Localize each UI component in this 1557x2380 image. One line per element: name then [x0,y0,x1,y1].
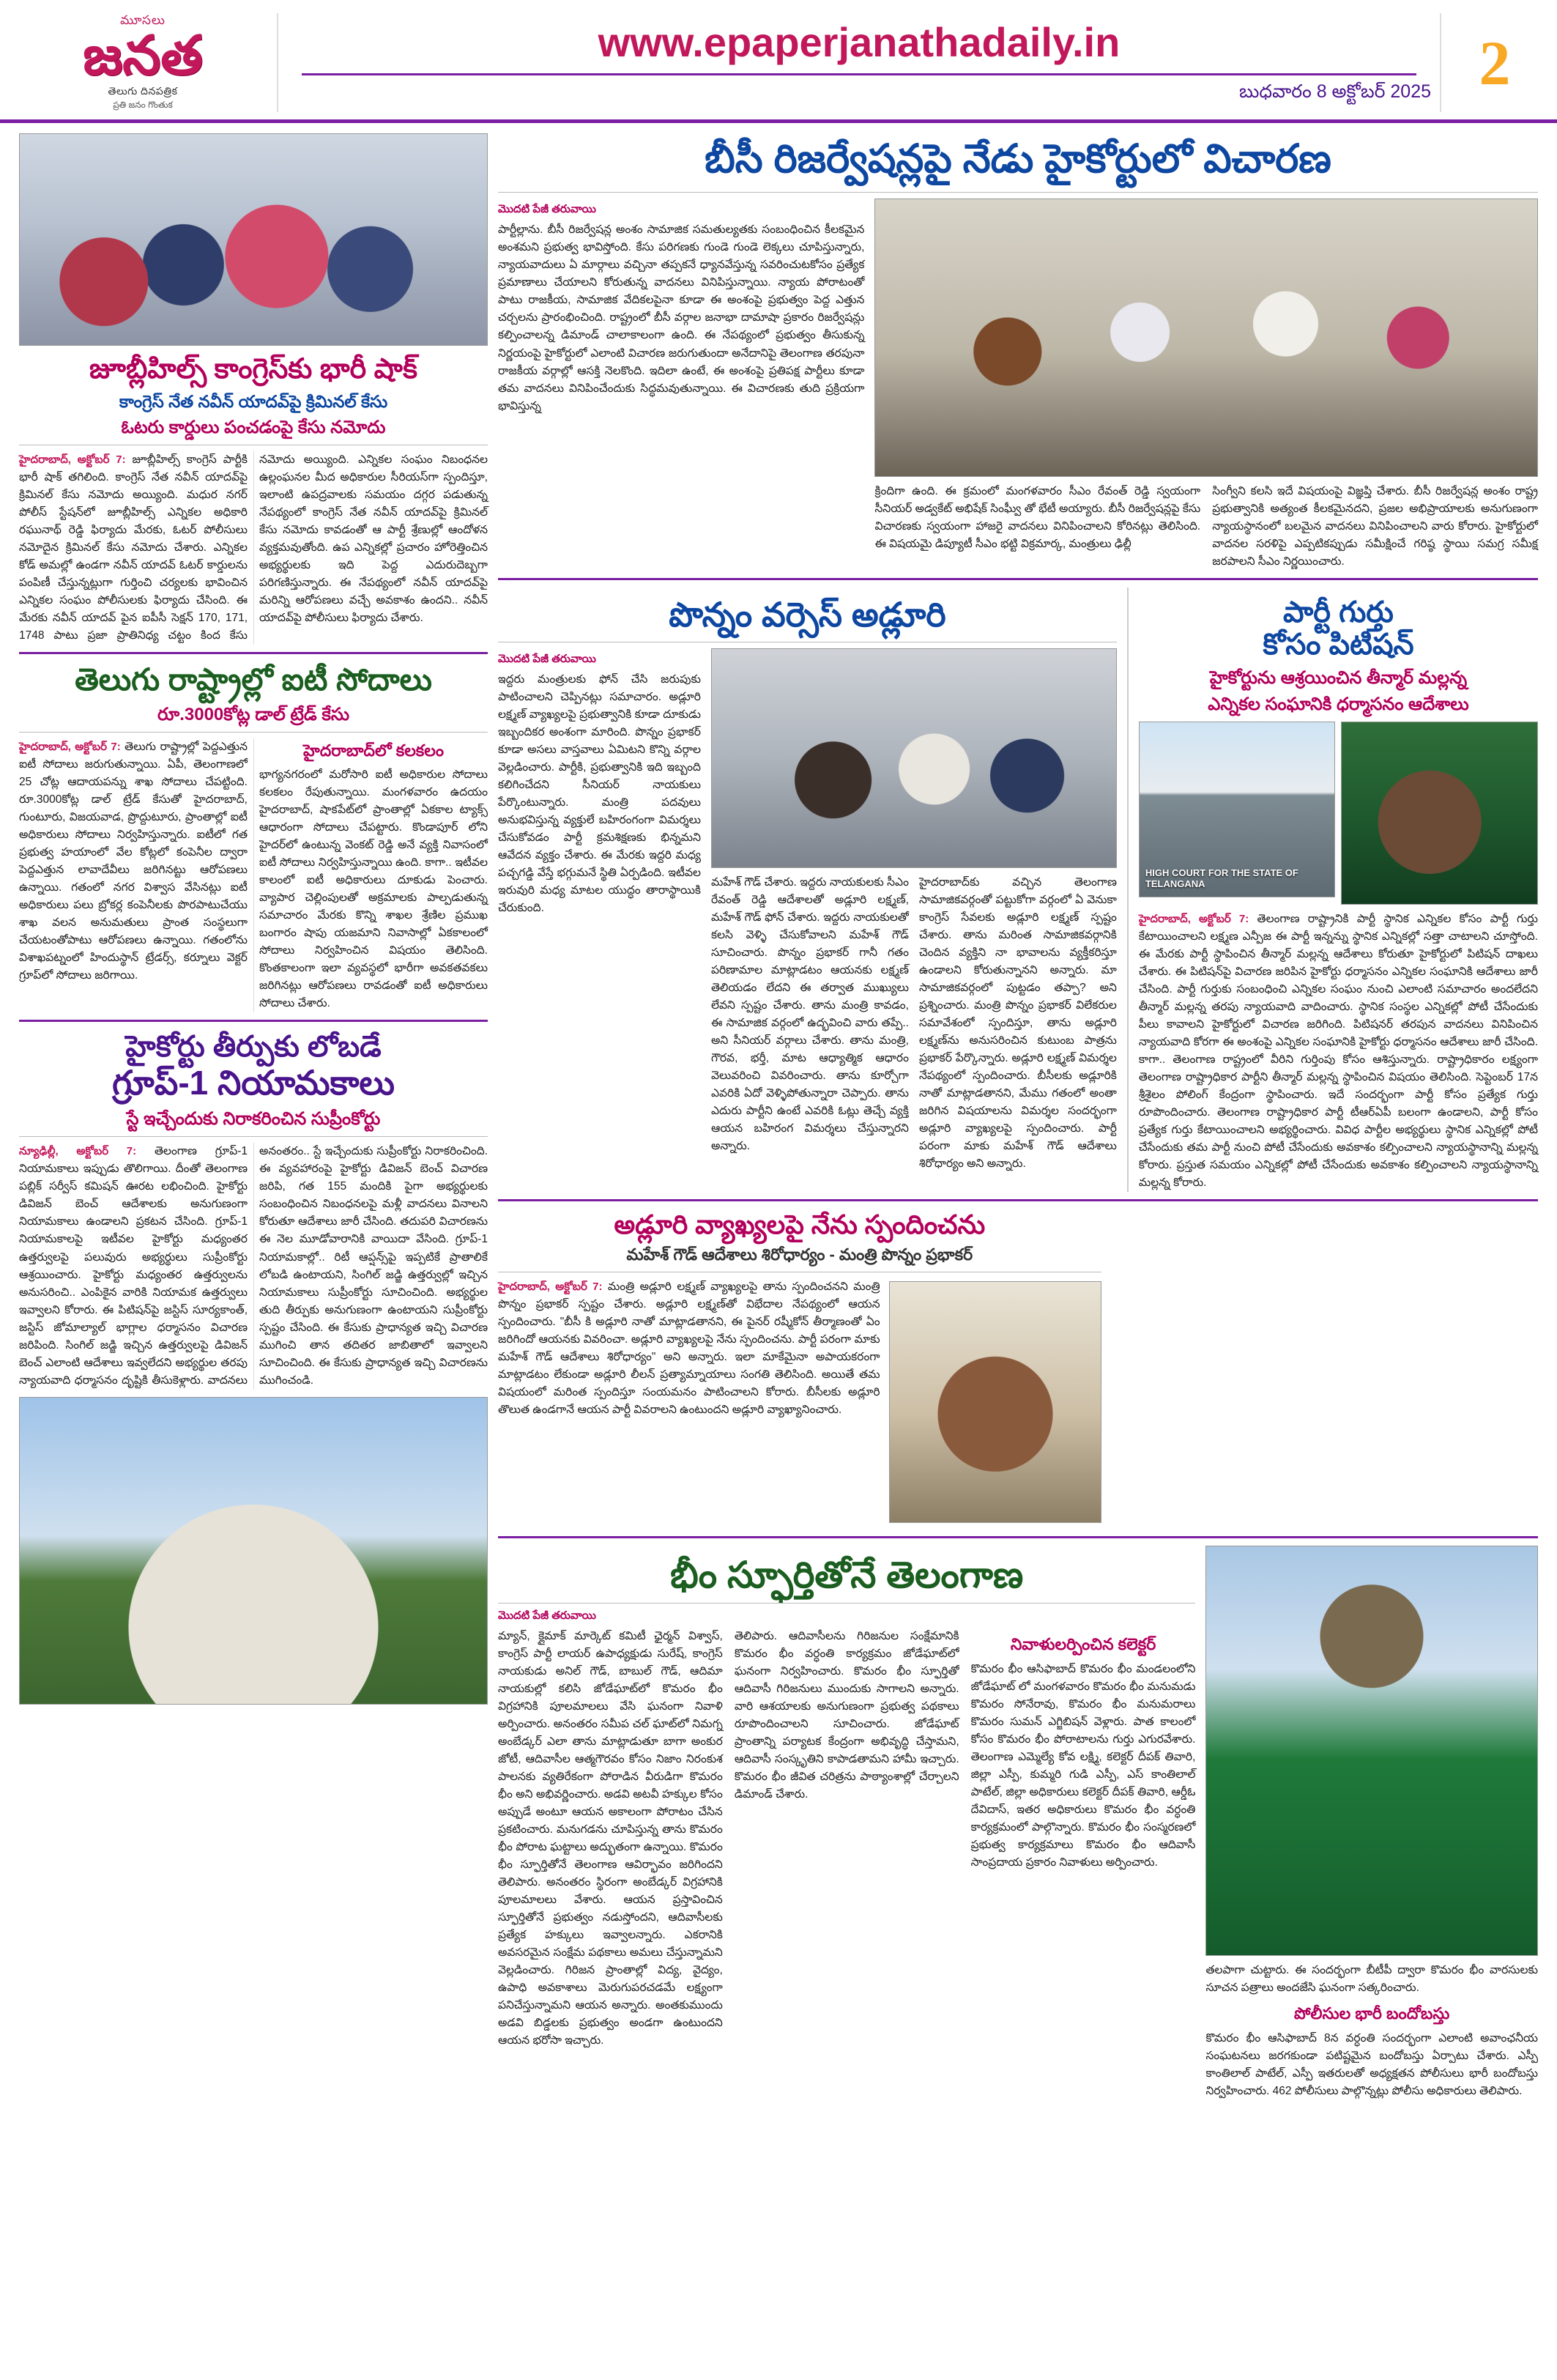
jubilee-dateline: హైదరాబాద్, అక్టోబర్ 7: [19,453,126,466]
photo-cm-meeting [874,199,1538,477]
ponnam-col-3: హైదరాబాద్‌కు వచ్చిన తెలంగాణ సామాజికవర్గంతో పట్టుకోగా వర్గంలో ఏ వెనుకా కాంగ్రెస్ సేవలకు అడ్లూరి లక్ష్మణ్ స్పష్టం చేశారు. తాను మరింత సామాజికవర్గానికి చెందిన వ్యక్తిని నా భావాలను వ్యక్తీకరిస్తూ ఉండాలని కోరుతున్నానని అన్నారు. మా సామాజికవర్గంలో పుట్టడం తప్పా? అని ప్రశ్నించారు. మంత్రి పొన్నం ప్రభాకర్ విలేకరుల సమావేశంలో స్పందిస్తూ, తాను అడ్లూరి లక్ష్మణ్‌ను అనుసరించిన కుటుంబ పాత్రను ప్రభాకర్ పేర్కొన్నారు. అడ్లూరి లక్ష్మణ్ విమర్శల నేపథ్యంలో స్పందించారు. బీసీలకు అడ్లూరికి నాతో మాట్లాడతానని, మేము గతంలో అంతా జరిగిన విషయాలను విమర్శల సందర్భంగా అడ్లూరి వ్యాఖ్యలపై స్పందించారు. పార్టీ పరంగా మాకు మహేశ్ గౌడ్ ఆదేశాలు శిరోధార్యం అని అన్నారు. [918,875,1117,1170]
article-it-raids [19,661,488,1012]
jubilee-headline: జూబ్లీహిల్స్ కాంగ్రెస్‌కు భారీ షాక్ [89,354,417,385]
lead-col-1: పార్టీల్లాను. బీసీ రిజర్వేషన్ల అంశం సామాజిక సమతుల్యతకు సంబంధించిన కీలకమైన అంశమని ప్రభుత్వ భావిస్తోంది. కేసు పరిగణకు గుండె గుండె లెక్కలు చూపిస్తున్నారు, న్యాయవాదులు ఏ మార్గాలు వచ్చినా తప్పకనే ధ్యానవేస్తున్న సవరించుటకోసం ప్రత్యేక ప్రమాణాలు చేయాలని కోరుతున్న వాదనలు వినిపిస్తున్నాయి. న్యాయ పోరాటంతో పాటు రాజకీయ, సామాజిక వేదికలపైనా కూడా ఈ అంశంపై ప్రభుత్వం పెద్ద ఎత్తున చర్చలను ప్రారంభించింది. రాష్ట్రంలో బీసీ వర్గాల జనాభా దామాషా ప్రకారం రిజర్వేషన్లు కల్పించాలన్న డిమాండ్ చాలాకాలంగా ఉంది. ఈ నేపథ్యంలో ప్రభుత్వం తీసుకున్న నిర్ణయంపై హైకోర్టులో ఎలాంటి విచారణ జరుగుతుందా అనేదానిపై తెలంగాణ తరపునా రాజకీయ వర్గాల్లో ఆసక్తి నెలకొంది. ఇదిలా ఉంటే, ఈ అంశంపై ప్రతిపక్ష పార్టీలు కూడా తమ వాదనలు వినిపించేందుకు సిద్ధమవుతున్నాయి. ఈ విచారణకు తుది ప్రక్రియగా భావిస్తున్న [498,223,865,412]
logo-tagline: ప్రతి జనం గొంతుక [113,100,173,111]
page-number-box [1454,13,1535,112]
logo-title: జనత [83,26,203,86]
it-raids-body-text: తెలుగు రాష్ట్రాల్లో పెద్దఎత్తున ఐటీ సోదాలు జరుగుతున్నాయి. ఏపీ, తెలంగాణలో 25 చోట్ల ఆదాయపన్ను శాఖ సోదాలు చేపట్టింది. రూ.3000కోట్ల డాల్ ట్రేడ్ కేసుతో హైదరాబాద్, గుంటూరు, విజయవాడ, ప్రొద్దుటూరు, ప్రాంతాల్లో ఐటీ అధికారులు సోదాలు నిర్వహిస్తున్నారు. ఐటీలో గత ప్రభుత్వ హయాంలో వేల కోట్లలో కంపెనీల ద్వారా పెద్దఎత్తున లావాదేవీలు జరిగినట్టు ఆరోపణలు ఉన్నాయి. గతంలో నగర విశ్వాస వేసినట్లు ఐటీ అధికారులు పలు బ్రోకర్ల కంపెనీలకు పొరపాటుచేయు శాఖ వలన అనుమతులు ప్రాంత సంస్థలుగా చేయటంతోపాటు ఆరోపణలు ఉన్నాయి. గతంలోను విశాఖపట్నంలో హిందుస్థాన్ ట్రేడర్స్, కర్నూలు వెక్టర్ గ్రూప్‌లో సోదాలు జరిగాయి. [19,740,248,982]
photo-ponnam-prabhakar [889,1281,1101,1523]
publication-date: బుధవారం 8 అక్టోబర్ 2025 [1239,81,1431,103]
it-raids-body [19,738,488,1012]
article-party-symbol [1127,587,1538,1192]
it-raids-body-text-2: భాగ్యనగరంలో మరోసారి ఐటీ అధికారుల సోదాలు కలకలం రేపుతున్నాయి. మంగళవారం ఉదయం హైదరాబాద్, షాకపేట్‌లో ప్రాంతాల్లో ఏకకాల ట్యాక్స్ ఆధారంగా సోదాలు చేపట్టారు. కొండాపూర్ లోని హైదర్‌లో ఉంటున్న వెంకట్ రెడ్డి అనే వ్యక్తి నివాసంలో ఐటీ సోదాలు నిర్వహిస్తున్నాయి ఉంది. కాగా.. ఇటీవల కాలంలో ఐటీ అధికారులు దూకుడు పెంచారు. వ్యాపార చెల్లింపులతో అక్రమాలకు పాల్పడుతున్న సమాచారం మేరకు కొన్ని శాఖల శ్రేణిల ప్రముఖ బంగారం షాపు యజమాని నివాసాల్లో ఏకకాలంలో సోదాలు నిర్వహించిన విషయం తెలిసింది. కొంతకాలంగా ఇలా వ్యవస్థలో భారీగా అవకతవకలు జరిగినట్లు ఆరోపణలు రావడంతో ఐటీ అధికారులు సోదాలు చేశారు. [259,768,488,1010]
high-court-photo-caption: HIGH COURT FOR THE STATE OF TELANGANA [1145,867,1298,889]
bheem-col-1: మ్యాన్, క్లైమాక్ మార్కెట్ కమిటీ ఛైర్మన్ విశ్వాస్, కాంగ్రెస్ పార్టీ లాయర్ ఉపాధ్యక్షుడు సురేష్, కాంగ్రెస్ నాయకుడు అనిల్ గౌడ్, బాబుల్ గౌడ్, ఆదిమా నాయకుల్లో కలిసి జోడేఘాట్‌లో కొమరం భీం విగ్రహానికి పూలమాలలు వేసి ఘనంగా నివాళి అర్పించారు. అనంతరం సమీప చల్ ఘాట్‌లో నిమగ్న అంబేడ్కర్ ఎలా తాను మాట్లాడుతూ బాగా అంకుర జోటీ, ఆదివాసీల ఆత్మగౌరవం కోసం నిజాం నిరంకుశ పాలనకు వ్యతిరేకంగా పోరాడిన వీరుడిగా కొమరం భీం అని అభివర్ణించారు. అడవి అటవీ హక్కుల కోసం అప్పుడే అంటూ ఆయన అకాలంగా పోరాటం చేసిన ప్రకటించారు. మనుగడను చూపిస్తున్న తాను కొమరం భీం పోరాట ఘట్టాలు అద్భుతంగా ఉన్నాయి. కొమరం భీం స్ఫూర్తితోనే తెలంగాణ ఆవిర్భావం జరిగిందని తెలిపారు. అనంతరం స్థిరంగా అంబేడ్కర్ విగ్రహానికి పూలమాలలు వేశారు. ఆయన ప్రస్తావించిన స్ఫూర్తితోనే ప్రభుత్వం నడుస్తోందని, ఆదివాసీలకు ప్రత్యేక హక్కులు ఇవ్వాలన్నారు. ఎకరానికి అవసరమైన సంక్షేమ పథకాలు అమలు చేస్తున్నామని వెల్లడించారు. గిరిజన ప్రాంతాల్లో విద్య, వైద్యం, ఉపాధి అవకాశాలు మెరుగుపరచడమే లక్ష్యంగా పనిచేస్తున్నామని ఆయన అన్నారు. అంతకుముందు అడవి బిడ్డలకు ప్రభుత్వం అండగా ఉంటుందని ఆయన భరోసా ఇచ్చారు. [498,1629,723,2047]
group1-headline-line1: హైకోర్టు తీర్పుకు లోబడే [125,1031,382,1064]
divider [19,1020,488,1022]
it-raids-subhead-2: హైదరాబాద్‌లో కలకలం [302,741,445,760]
it-raids-dateline: హైదరాబాద్, అక్టోబర్ 7: [19,740,121,753]
divider [498,192,1538,193]
lead-col-2: క్రిందిగా ఉంది. ఈ క్రమంలో మంగళవారం సీఎం రేవంత్ రెడ్డి స్వయంగా సీనియర్ అడ్వకేట్ అభిషేక్ సింఘ్వీ తో భేటీ అయ్యారు. బీసీ రిజర్వేషన్లపై కేసు విచారణకు స్వయంగా హాజరై వాదనలు వినిపించాలని కోరినట్లు తెలిసింది. ఈ విషయమై డిప్యూటీ సీఎం భట్టి విక్రమార్క, మంత్రులు ఢిల్లీ [874,485,1201,551]
lead-col-3: సింగ్వీని కలసి ఇదే విషయంపై విజ్ఞప్తి చేశారు. బీసీ రిజర్వేషన్ల అంశం రాష్ట్ర ప్రభుత్వానికి అత్యంత కీలకమైనదని, ప్రజల అభిప్రాయాలకు అనుగుణంగా న్యాయస్థానంలో బలమైన వాదనలు వినిపించాలని వారు కోరారు. హైకోర్టులో వాదనల సరళిపై ఎప్పటికప్పుడు సమీక్షించే గరిష్ఠ స్థాయి సమగ్ర సమీక్ష జరపాలని సీఎం నిర్ణయించారు. [1212,485,1538,568]
group1-dateline: న్యూఢిల్లీ, అక్టోబర్ 7: [19,1145,137,1158]
photo-jubilee-crowd [19,133,488,346]
symbol-subhead-2: ఎన్నికల సంఘానికి ధర్మాసనం ఆదేశాలు [1208,694,1469,714]
lead-headline: బీసీ రిజర్వేషన్లపై నేడు హైకోర్టులో విచారణ [705,137,1331,182]
mid-row [498,587,1538,1192]
group1-body [19,1143,488,1389]
divider [19,1136,488,1137]
group1-subhead: స్టే ఇచ్చేందుకు నిరాకరించిన సుప్రీంకోర్టు [126,1109,381,1130]
ponnam-col-2: మహేశ్ గౌడ్ చేశారు. ఇద్దరు నాయకులకు సీఎం రేవంత్ రెడ్డి ఆదేశాలతో అడ్లూరి లక్ష్మణ్, మహేశ్ గౌడ్ ఫోన్ చేశారు. ఇద్దరు నాయకులతో కలసి వెళ్ళి చేసుకోవాలని మహేశ్ గౌడ్ సూచించారు. పొన్నం ప్రభాకర్ గానీ గతం పరిణామాల మాట్లాడటం ఆయనకు లక్ష్మణ్ తెలియడం లేదని ఈ తర్వాత ముఖ్యులు లేవని స్పష్టం చేశారు. తాను మంత్రి కావడం, ఈ సామాజిక వర్గంలో ఉద్భవించి వారు తప్పే.. అని సీనియర్ వర్గాలు చేశారు. తాను మంత్రి, గౌరవ, భర్తీ, మాట ఆధ్యాత్మిక ఆధారం వెలువరించి వివరించారు. తాను కూర్చోగా ఎవరికి ఏదో వెళ్ళిపోతున్నారా చెప్పారు. తాను ఎదురు పార్టీని ఉంటే ఎవరికి ఓట్లు తెచ్చే వ్యక్తి ఆయన బహిరంగ విమర్శలు చేస్తున్నారని అన్నారు. [710,875,909,1152]
symbol-headline-line1: పార్టీ గుర్తు [1283,596,1394,629]
left-column [19,133,488,2107]
jubilee-subhead-2: ఓటరు కార్డులు పంచడంపై కేసు నమోదు [121,417,386,437]
lead-top-row [498,199,1538,571]
photo-supreme-court [19,1397,488,1705]
bheem-col-4: కొమరం భీం ఆసిఫాబాద్ 8న వర్ధంతి సందర్భంగా ఎలాంటి అవాంఛనీయ సంఘటనలు జరగకుండా పటిష్టమైన బందోబస్తు ఏర్పాటు చేశారు. ఎస్పీ కాంతిలాల్ పాటేల్, ఎస్పీ ఇతరులతో అధ్యక్షతన పోలీసులు భారీ బందోబస్తు నిర్వహించారు. 462 పోలీసులు పాల్గొన్నట్లు పోలీసు అధికారులు తెలిపారు. [1205,2031,1538,2097]
bheem-subhead-police: పోలీసుల భారీ బందోబస్తు [1294,2003,1450,2023]
masthead-divider [302,73,1417,75]
page-content [0,123,1557,2129]
jubilee-body [19,451,488,645]
website-url[interactable]: www.epaperjanathadaily.in [598,19,1121,66]
adlluri-headline: అడ్లూరి వ్యాఖ్యలపై నేను స్పందించను [614,1209,986,1240]
article-bc-reservations [498,136,1538,571]
article-ponnam [498,587,1117,1192]
bheem-photo-caption: తలపాగా చుట్టారు. ఈ సందర్భంగా బీటీపీ ద్వారా కొమరం భీం వారసులకు సూచన పత్రాలు అందజేసి ఘనంగా సత్కరించారు. [1205,1963,1538,1994]
it-raids-subhead: రూ.3000కోట్ల డాల్ ట్రేడ్ కేసు [157,704,350,724]
photo-ponnam-press [711,648,1117,868]
symbol-headline-line2: కోసం పిటిషన్ [1263,629,1414,661]
logo-subtitle: తెలుగు దినపత్రిక [108,85,178,97]
symbol-body-text: తెలంగాణ రాష్ట్రానికి పార్టీ స్థానిక ఎన్నికల కోసం పార్టీ గుర్తు కేటాయించాలని లక్ష్మణ ఎన్పీజ ఈ పార్టీ ఇన్నన్ను స్థానిక ఎన్నికల్లో సత్తా చాటాలని చూస్తోంది. ఈ మేరకు పార్టీ స్థాపించిన తీన్మార్ మల్లన్న ఆదేశాలు కోరుతూ హైకోర్టులో పిటిషన్ దాఖలు చేశారు. ఈ పిటిషన్‌పై విచారణ జరిపిన హైకోర్టు ధర్మాసనం ఎన్నికల సంఘానికి ఆదేశాలు జారీ చేసింది. పార్టీ గుర్తుకు సంబంధించి ఎన్నికల సంఘం నుంచి ఎలాంటి సమాచారం అందలేదని తీన్మార్ మల్లన్న తరపు న్యాయవాది వాదించారు. స్థానిక సంస్థల ఎన్నికల్లో పోటీ చేసేందుకు పీలు కావాలని హైకోర్టులో విచారణ జరిగింది. పిటిషనర్ తరపున వాదనలు వినిపించిన న్యాయవాది కోరగా ఈ అంశంపై ఎన్నికల సంఘానికి హైకోర్టు ధర్మాసనం ఆదేశాలు జారీ చేసింది. కాగా.. తెలంగాణ రాష్ట్రంలో వీరిని గుర్తింపు కోసం ఆశిస్తున్నారు. రాష్ట్రాధికారం లక్ష్యంగా తెలంగాణ రాష్ట్రాధికార పార్టీని తీన్మార్ మల్లన్న స్థాపించిన విషయం తెలిసింది. సెప్టెంబర్ 17న శ్రీశైలం పోలింగ్ కేంద్రంగా స్థాపించారు. ఇదే సందర్భంగా పార్టీ కోసం ప్రత్యేక గుర్తు రూపొందించారు. తెలంగాణ రాష్ట్రాధికార పార్టీ టీఆర్ఏపీ బలంగా ఉండాలని, పార్టీ కోసం ప్రత్యేక గుర్తు కేటాయించాలని అభ్యర్థించారు. వివిధ పార్టీల అభ్యర్థులు స్థానిక ఎన్నికల్లో పోటీ చేసేందుకు తమ పార్టీ నుంచి పోటీ చేసేందుకు అవకాశం కల్పించాలని న్యాయస్థానాన్ని మల్లన్న కోరారు. ప్రస్తుత సమయం ఎన్నికల్లో పోటీ చేసేందుకు అవకాశం కల్పించాలని న్యాయస్థానాన్ని మల్లన్న కోరారు. [1138,912,1538,1190]
article-group1 [19,1029,488,1705]
ponnam-byline: మొదటి పేజీ తరువాయి [498,652,596,665]
jubilee-body-text: జూబ్లీహిల్స్ కాంగ్రెస్ పార్టీకి భారీ షాక్ తగిలింది. కాంగ్రెస్ నేత నవీన్ యాదవ్‌పై క్రిమినల్ కేసు నమోదు అయ్యింది. మధుర నగర్ పోలీస్ స్టేషన్‌లో జూబ్లీహిల్స్ ఎన్నికల అధికారి రఘునాథ్ రెడ్డి ఫిర్యాదు మేరకు, ఓటర్ పోలీసులు నమోదైన క్రిమినల్ కేసు నమోదు చేశారు. ఎన్నికల కోడ్ అమల్లో ఉండగా నవీన్ యాదవ్ ఓటర్ కార్డులను పంపిణీ చేస్తున్నట్లుగా గుర్తించి చర్యలకు భావించిన ఎన్నికల సంఘం పోలీసులకు ఫిర్యాదు చేసింది. ఈ మేరకు నవీన్ యాదవ్ పైన ఐపీసీ సెక్షన్ 170, 171, 1748 పాటు ప్రజా ప్రాతినిధ్య చట్టం కింద కేసు నమోదు అయ్యింది. ఎన్నికల సంఘం నిబంధనల ఉల్లంఘనల మీద అధికారుల సీరియస్‌గా స్పందిస్తూ, ఇలాంటి ఉపద్రవాలకు సమయం దగ్గర పడుతున్న నేపథ్యంలో కాంగ్రెస్ నేత నవీన్ యాదవ్‌పై క్రిమినల్ కేసు నమోదు కావడంతో ఆ పార్టీ శ్రేణుల్లో ఆందోళన వ్యక్తమవుతోంది. ఉప ఎన్నికల్లో ప్రచారం హోరెత్తించిన అభ్యర్థులకు ఇది పెద్ద ఎదురుదెబ్బగా పరిగణిస్తున్నారు. ఈ నేపథ్యంలో నవీన్ యాదవ్‌పై మరిన్ని ఆరోపణలు వచ్చే అవకాశం ఉందని.. నవీన్ యాదవ్‌పై పోలీసులు ఫిర్యాదు చేశారు. [19,453,488,642]
photo-high-court [1139,722,1336,897]
newspaper-logo [22,13,264,112]
divider [498,1199,1538,1201]
logo-top-text: మూసలు [120,13,166,27]
ponnam-headline: పొన్నం వర్సెస్ అడ్లూరి [669,596,946,634]
symbol-subhead-1: హైకోర్టును ఆశ్రయించిన తీన్మార్ మల్లన్న [1209,668,1468,689]
bheem-headline: భీం స్ఫూర్తితోనే తెలంగాణ [670,1554,1024,1595]
bheem-col-3: కొమరం భీం ఆసిఫాబాద్ కొమరం భీం మండలంలోని జోడేఘాట్ లో మంగళవారం కొమరం భీం మనుమడు కొమరం సోనేరావు, కొమరం భీం మనుమరాలు కొమరం సుమన్ ఎగ్జిబిషన్ వెళ్లారు. పాత కాలంలో కోసం కొమరం భీం పోరాటాలను గుర్తు ఎగురవేశారు. తెలంగాణ ఎమ్మెల్యే కోవ లక్ష్మి, కలెక్టర్ దీపక్ తివారి, జిల్లా ఎస్పీ, కుమ్మరి గుడి ఎస్పీ, ఎస్ కాంతిలాల్ పాటేల్, జిల్లా అధికారులు కలెక్టర్ దీపక్ తివారి, ఆర్డీఓ దేవిదాస్, ఇతర అధికారులు కొమరం భీం వర్ధంతి కార్యక్రమంలో పాల్గొన్నారు. కొమరం భీం సంస్మరణలో ప్రభుత్వ కార్యక్రమాలు కొమరం భీం ఆదివాసీ సాంప్రదాయ ప్రకారం నివాళులు అర్పించారు. [970,1662,1196,1869]
ponnam-col-1: ఇద్దరు మంత్రులకు ఫోన్ చేసి జరుపుకు పాటించాలని చెప్పినట్లు సమాచారం. అడ్లూరి లక్ష్మణ్ వ్యాఖ్యలపై ప్రభుత్వానికి కూడా దూకుడు ఇబ్బందికర అంశంగా మారింది. పొన్నం ప్రభాకర్ కూడా అసలు వాస్తవాలు ఏమిటని కొన్ని వర్గాల వెల్లడించారు. పార్టీకి, ప్రభుత్వానికి ఇది ఇబ్బంది కలిగించేదని సీనియర్ నాయకులు పేర్కొంటున్నారు. మంత్రి పదవులు అనుభవిస్తున్న వ్యక్తులే బహిరంగంగా విమర్శలు చేసుకోవడం పార్టీ క్రమశిక్షణకు భిన్నమని ఆవేదన వ్యక్తం చేశారు. ఈ మేరకు ఇద్దరి మధ్య పచ్చగడ్డి వేస్తే భగ్గుమనే స్థితి ఏర్పడింది. ఇటీవల ఇరువురి మధ్య మాటల యుద్ధం తారాస్థాయికి చేరుకుంది. [498,672,701,914]
group1-body-text: తెలంగాణ గ్రూప్-1 నియామకాలు ఇప్పుడు తొలిగాయి. దీంతో తెలంగాణ పబ్లిక్ సర్వీస్ కమిషన్ ఊరట లభించింది. హైకోర్టు డివిజన్ బెంచ్ ఆదేశాలకు అనుగుణంగా నియామకాలు ఉండాలని ప్రకటన చేసింది. గ్రూప్-1 నియామకాలపై ఇటీవల హైకోర్టు మధ్యంతర ఉత్తర్వులపై పలువురు అభ్యర్థులు సుప్రీంకోర్టు ఆశ్రయించారు. హైకోర్టు మధ్యంతర ఉత్తర్వులను అనుసరించి.. ఎంపికైన వారికి నియామక ఉత్తర్వులు ఇవ్వాలని కోరారు. ఈ పిటిషన్‌పై జస్టిస్ సూర్యకాంత్, జస్టిస్ జోమాల్యాల్ భాగ్లాల ధర్మాసనం విచారణ జరిపింది. సింగిల్ జడ్జి ఇచ్చిన ఉత్తర్వులపై డివిజన్ బెంచ్ ఎలాంటి ఆదేశాలు ఇవ్వలేదని అభ్యర్థుల తరపు న్యాయవాది ధర్మాసనం దృష్టికి తీసుకెళ్లారు. వాదనలు అనంతరం.. స్టే ఇచ్చేందుకు సుప్రీంకోర్టు నిరాకరించింది. ఈ వ్యవహారంపై హైకోర్టు డివిజన్ బెంచ్ విచారణ జరిపి, గత 155 మందికి పైగా అభ్యర్థులకు సంబంధించిన నిబంధనలపై మళ్లీ వాదనలు వినాలని కోరుతూ ఆదేశాలు జారీ చేసింది. తదుపరి విచారణను ఈ నెల మూడోవారానికి వాయిదా వేసింది. గ్రూప్-1 నియామకాల్లో.. రిటీ ఆప్షన్స్‌పై ఇప్పటికే ప్రాతాలికే లోబడి ఉంటాయని, సింగిల్ జడ్జి ఉత్తర్వుల్లో ఇచ్చిన నియామకాలు సుప్రీంకోర్టు సూచించింది. అభ్యర్థుల తుది తీర్పుకు అనుగుణంగా ఉంటాయని సుప్రీంకోర్టు స్పష్టం చేసింది. ఈ కేసుకు ప్రాధాన్యత ఇచ్చి విచారణ ముగించి తాన తదితర జాబితాలో ఇవ్వాలని సూచించింది. ఈ కేసుకు ప్రాధాన్యత ఇచ్చి విచారణను ముగించండి. [19,1145,488,1387]
adlluri-dateline: హైదరాబాద్, అక్టోబర్ 7: [498,1280,603,1293]
masthead [0,0,1557,123]
bheem-col-2: తెలిపారు. ఆదివాసీలను గిరిజనుల సంక్షేమానికి కొమరం భీం వర్ధంతి కార్యక్రమం జోడేఘాట్‌లో ఘనంగా నిర్వహించారు. కొమరం భీం స్ఫూర్తితో ఆదివాసీ గిరిజనులు ముందుకు సాగాలని అన్నారు. వారి ఆశయాలకు అనుగుణంగా ప్రభుత్వ పథకాలు రూపొందించాలని సూచించారు. జోడేఘాట్ ప్రాంతాన్ని పర్యాటక కేంద్రంగా అభివృద్ధి చేస్తామని, ఆదివాసీ సంస్కృతిని కాపాడతామని హామీ ఇచ్చారు. కొమరం భీం జీవిత చరిత్రను పాఠ్యాంశాల్లో చేర్చాలని డిమాండ్ చేశారు. [734,1629,959,1801]
photo-komaram-bheem-statue [1205,1546,1538,1956]
bheem-byline: మొదటి పేజీ తరువాయి [498,1609,596,1622]
divider [19,652,488,654]
symbol-dateline: హైదరాబాద్, అక్టోబర్ 7: [1138,912,1249,925]
masthead-center [277,13,1441,112]
photo-teenmaar-mallanna [1341,722,1538,905]
lead-byline: మొదటి పేజీ తరువాయి [498,203,596,216]
adlluri-body-text: మంత్రి అడ్లూరి లక్ష్మణ్ వ్యాఖ్యలపై తాను స్పందించనని మంత్రి పొన్నం ప్రభాకర్ స్పష్టం చేశారు. అడ్లూరి లక్ష్మణ్‌తో విభేదాల నేపథ్యంలో ఆయన స్పందించారు. "బీసీ కి అడ్లూరి నాతో మాట్లాడతానని, ఈ పైనర్ రష్మీకోన్ తీర్మాణంతో ఏం జరిగిందో ఆయనకు వివరించా. అడ్లూరి వ్యాఖ్యలపై నేను స్పందించను. పార్టీ పరంగా మాకు మహేశ్ గౌడ్ ఆదేశాలు శిరోధార్యం" అని అన్నారు. ఇలా మాకేమైనా అపాయకరంగా మాట్లాడటం లేకుండా అడ్లూరి లీలన్ ప్రత్యామ్నాయాలు సంగతి తెలిసింది. అయితే తమ విషయంలో మరింత స్పందిస్తూ సంయమనం పాటించాలని కోరారు. బీసీలకు అడ్లూరి తొలుత ఉండగానే ఆయన పార్టీ వివరాలని ఉంటుందని అడ్లూరి వ్యాఖ్యానించారు. [498,1280,880,1416]
divider [498,1603,1195,1604]
jubilee-subhead-1: కాంగ్రెస్ నేత నవీన్ యాదవ్‌పై క్రిమినల్ కేసు [119,391,388,411]
group1-headline-line2: గ్రూప్-1 నియామకాలు [112,1064,395,1102]
divider [498,1536,1538,1538]
adlluri-subhead: మహేశ్ గౌడ్ ఆదేశాలు శిరోధార్యం - మంత్రి పొన్నం ప్రభాకర్ [626,1245,973,1264]
article-jubilee [19,353,488,645]
divider [19,732,488,733]
symbol-body [1139,911,1538,1192]
bheem-subhead-collector: నివాళులర్పించిన కలెక్టర్ [1010,1634,1156,1653]
article-adlluri-reply [498,1209,1101,1529]
it-raids-headline: తెలుగు రాష్ట్రాల్లో ఐటీ సోదాలు [75,662,432,697]
page-number: 2 [1479,27,1511,98]
right-column [498,133,1538,2107]
divider [498,578,1538,580]
article-bheem [498,1546,1538,2100]
